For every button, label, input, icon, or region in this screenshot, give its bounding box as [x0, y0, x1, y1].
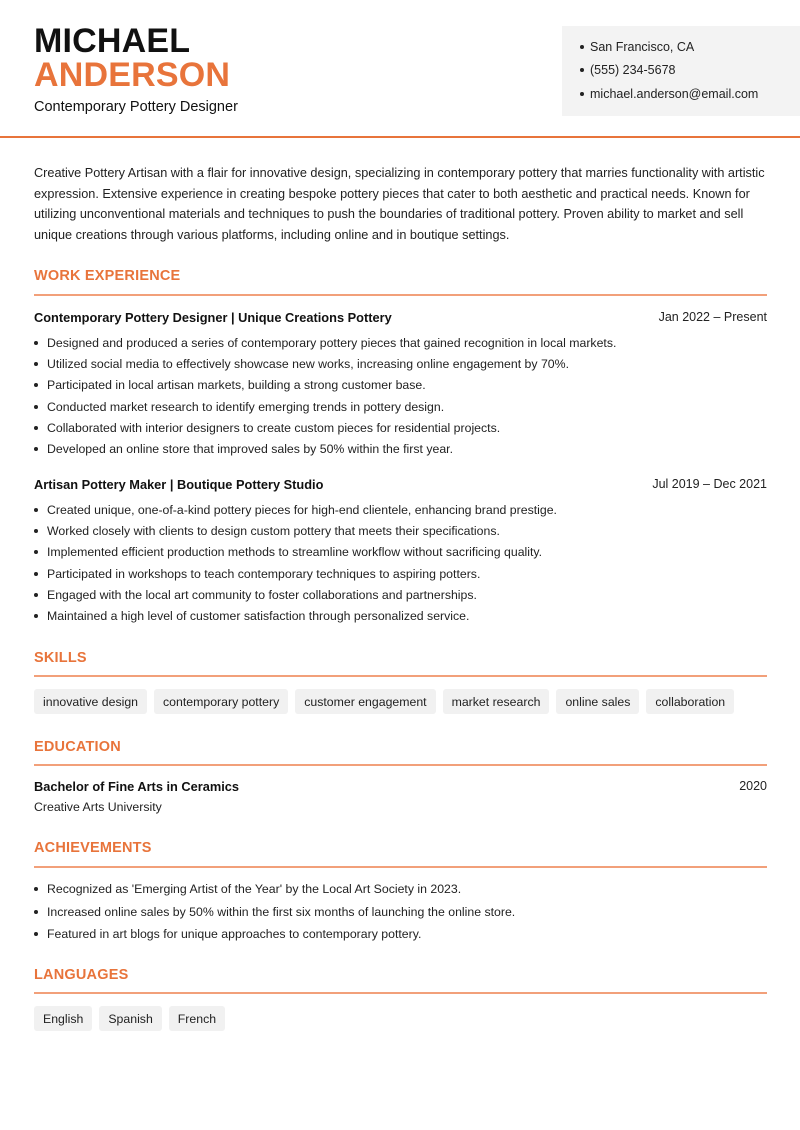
language-chip: Spanish: [99, 1006, 161, 1031]
bullet-text: Engaged with the local art community to foster collaborations and partnerships.: [47, 587, 477, 602]
section-divider: [34, 764, 767, 766]
bullet-icon: [34, 447, 38, 451]
list-item: [34, 878, 767, 901]
bullet-text: Featured in art blogs for unique approaches to contemporary pottery.: [47, 927, 422, 942]
first-name: MICHAEL: [34, 22, 191, 60]
list-item: [34, 520, 767, 541]
list-item: [34, 923, 767, 946]
skill-chip: market research: [443, 689, 550, 714]
job-role: Contemporary Pottery Designer | Unique Creations Pottery: [34, 310, 392, 325]
job-dates: Jan 2022 – Present: [658, 310, 767, 324]
contact-location: [580, 35, 800, 59]
bullet-text: Created unique, one-of-a-kind pottery pieces for high-end clientele, enhancing brand prestige.: [47, 502, 557, 517]
job-bullets: [34, 332, 767, 460]
skill-chip: online sales: [556, 689, 639, 714]
section-title-languages: LANGUAGES: [34, 967, 129, 983]
bullet-icon: [34, 593, 38, 597]
list-item: [34, 563, 767, 584]
skill-chip: innovative design: [34, 689, 147, 714]
section-divider: [34, 675, 767, 677]
list-item: [34, 542, 767, 563]
bullet-icon: [34, 887, 38, 891]
languages-list: [34, 1006, 225, 1031]
contact-phone-text: (555) 234-5678: [590, 63, 676, 78]
skill-chip: collaboration: [646, 689, 734, 714]
list-item: [34, 605, 767, 626]
bullet-icon: [34, 341, 38, 345]
contact-phone: [580, 59, 800, 83]
bullet-icon: [34, 529, 38, 533]
language-chip: French: [169, 1006, 225, 1031]
list-item: [34, 353, 767, 374]
bullet-icon: [34, 426, 38, 430]
contact-location-text: San Francisco, CA: [590, 39, 695, 54]
achievements-list: [34, 878, 767, 946]
section-divider: [34, 992, 767, 994]
bullet-icon: [580, 92, 584, 96]
bullet-icon: [34, 383, 38, 387]
bullet-icon: [580, 45, 584, 49]
education-header: [34, 779, 767, 794]
education-year: 2020: [739, 779, 767, 793]
bullet-text: Designed and produced a series of contemporary pottery pieces that gained recognition in local markets.: [47, 335, 617, 350]
section-title-achievements: ACHIEVEMENTS: [34, 840, 152, 856]
list-item: [34, 417, 767, 438]
education-degree: Bachelor of Fine Arts in Ceramics: [34, 779, 240, 794]
list-item: [34, 332, 767, 353]
bullet-text: Participated in local artisan markets, building a strong customer base.: [47, 378, 426, 393]
job-bullets: [34, 499, 767, 627]
bullet-icon: [34, 932, 38, 936]
bullet-text: Utilized social media to effectively showcase new works, increasing online engagement by 70%.: [47, 356, 569, 371]
bullet-icon: [34, 572, 38, 576]
bullet-text: Maintained a high level of customer satisfaction through personalized service.: [47, 609, 470, 624]
contact-email[interactable]: [580, 82, 800, 106]
section-title-work: WORK EXPERIENCE: [34, 268, 181, 284]
bullet-text: Participated in workshops to teach contemporary techniques to aspiring potters.: [47, 566, 481, 581]
bullet-text: Developed an online store that improved sales by 50% within the first year.: [47, 442, 454, 457]
bullet-text: Implemented efficient production methods to streamline workflow without sacrificing quality.: [47, 545, 543, 560]
skills-list: [34, 689, 734, 714]
language-chip: English: [34, 1006, 92, 1031]
bullet-text: Recognized as 'Emerging Artist of the Year' by the Local Art Society in 2023.: [47, 882, 462, 897]
section-title-skills: SKILLS: [34, 650, 87, 666]
bullet-text: Collaborated with interior designers to create custom pieces for residential projects.: [47, 420, 501, 435]
bullet-icon: [34, 614, 38, 618]
skill-chip: customer engagement: [295, 689, 435, 714]
job-header: [34, 477, 767, 492]
bullet-text: Conducted market research to identify emerging trends in pottery design.: [47, 399, 445, 414]
summary-paragraph: Creative Pottery Artisan with a flair for innovative design, specializing in contemporary pottery that marries functionality with artistic expression. Extensive experience in creating bespoke pottery pieces that cater to both aesthetic and practical needs. Known for utilizing unconventional materials and techniques to push the boundaries of traditional pottery. Proven ability to market and sell unique creations through various platforms, including online and in boutique settings.: [34, 166, 765, 243]
bullet-icon: [34, 550, 38, 554]
section-divider: [34, 866, 767, 868]
section-title-education: EDUCATION: [34, 739, 121, 755]
education-school: Creative Arts University: [34, 800, 162, 814]
bullet-text: Increased online sales by 50% within the first six months of launching the online store.: [47, 904, 516, 919]
contact-email-text[interactable]: michael.anderson@email.com: [590, 86, 759, 101]
skill-chip: contemporary pottery: [154, 689, 288, 714]
job-role: Artisan Pottery Maker | Boutique Pottery Studio: [34, 477, 324, 492]
bullet-icon: [34, 362, 38, 366]
list-item: [34, 499, 767, 520]
bullet-text: Worked closely with clients to design custom pottery that meets their specifications.: [47, 523, 500, 538]
list-item: [34, 438, 767, 459]
job-title: Contemporary Pottery Designer: [34, 99, 238, 115]
list-item: [34, 396, 767, 417]
list-item: [34, 901, 767, 924]
job-header: [34, 310, 767, 325]
bullet-icon: [34, 405, 38, 409]
section-divider: [34, 294, 767, 296]
bullet-icon: [580, 68, 584, 72]
list-item: [34, 375, 767, 396]
list-item: [34, 584, 767, 605]
bullet-icon: [34, 508, 38, 512]
last-name: ANDERSON: [34, 56, 231, 94]
resume-header: [0, 0, 800, 138]
contact-box: [562, 26, 800, 116]
bullet-icon: [34, 910, 38, 914]
job-dates: Jul 2019 – Dec 2021: [652, 477, 767, 491]
